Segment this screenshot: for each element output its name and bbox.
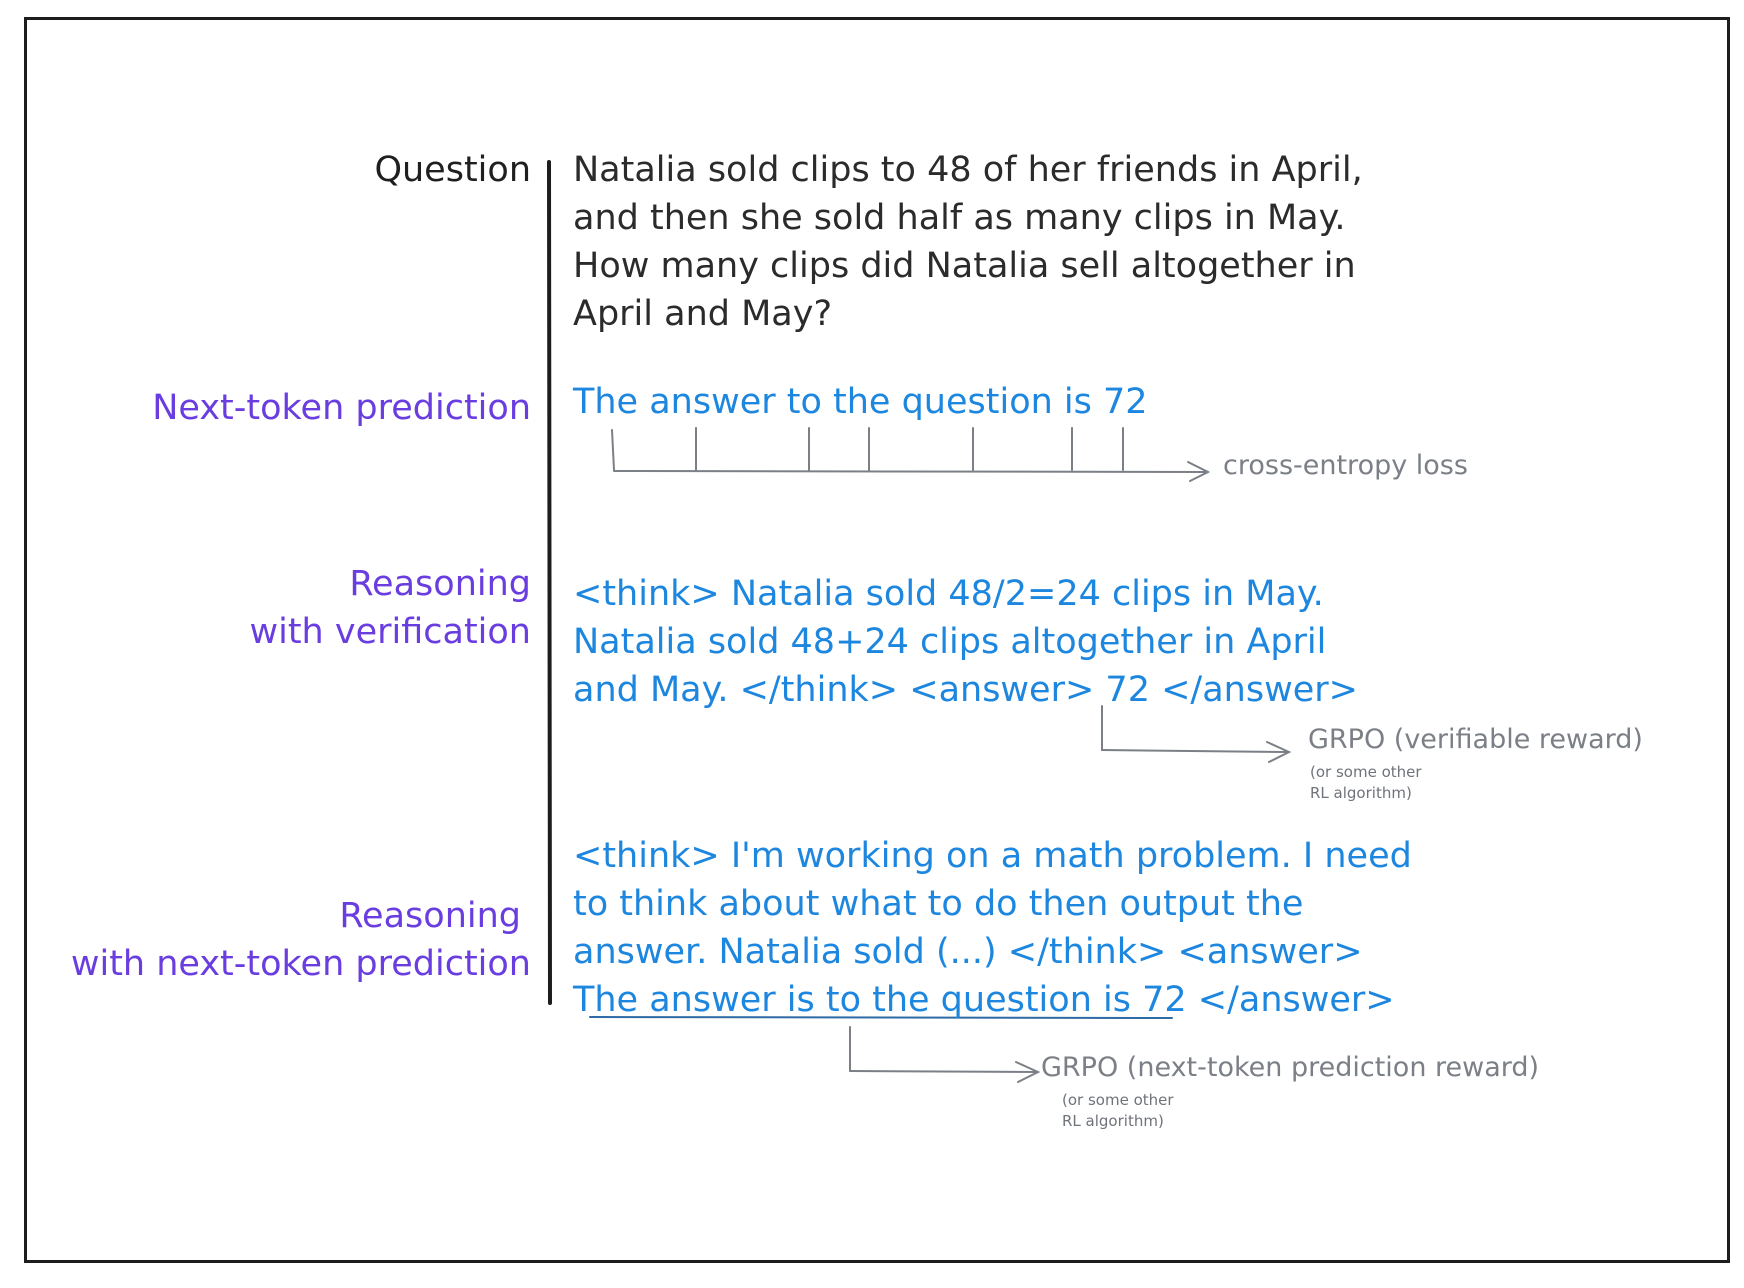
reasoning-line: to think about what to do then output the [573, 884, 1304, 924]
subnote-line: RL algorithm) [1062, 1112, 1164, 1130]
grpo-verifiable-subnote [1310, 762, 1422, 804]
vertical-divider [549, 162, 550, 1003]
reasoning-line: answer. Natalia sold (...) </think> <answer> [573, 932, 1363, 972]
question-line: Natalia sold clips to 48 of her friends in April, [573, 150, 1363, 190]
question-text [573, 146, 1363, 338]
token-bracket [612, 428, 1208, 481]
next-token-answer: The answer to the question is 72 [573, 382, 1148, 422]
question-line: How many clips did Natalia sell altogether in [573, 246, 1356, 286]
grpo-next-token-connector [850, 1027, 1038, 1082]
label-line: Reasoning [339, 896, 521, 936]
label-line: with next-token prediction [70, 944, 531, 984]
reasoning-line: <think> I'm working on a math problem. I need [573, 836, 1412, 876]
label-line: Reasoning [349, 564, 531, 604]
label-line: with verification [249, 612, 531, 652]
grpo-verifiable-note: GRPO (verifiable reward) [1308, 724, 1643, 755]
grpo-next-token-subnote [1062, 1090, 1174, 1132]
verification-line: <think> Natalia sold 48/2=24 clips in May. [573, 574, 1324, 614]
label-reasoning-verification [249, 560, 531, 656]
subnote-line: (or some other [1062, 1091, 1174, 1109]
subnote-line: (or some other [1310, 763, 1422, 781]
next-token-reasoning-text [573, 832, 1412, 1024]
label-reasoning-next-token [11, 892, 531, 988]
reasoning-line: The answer is to the question is 72 </answer> [573, 980, 1395, 1020]
question-line: April and May? [573, 294, 833, 334]
question-line: and then she sold half as many clips in May. [573, 198, 1346, 238]
verification-line: and May. </think> <answer> 72 </answer> [573, 670, 1358, 710]
cross-entropy-note: cross-entropy loss [1223, 450, 1468, 481]
label-question: Question [374, 150, 531, 190]
verification-text [573, 570, 1358, 714]
subnote-line: RL algorithm) [1310, 784, 1412, 802]
label-next-token-prediction: Next-token prediction [152, 388, 531, 428]
grpo-next-token-note: GRPO (next-token prediction reward) [1041, 1052, 1540, 1083]
grpo-verifiable-connector [1102, 706, 1289, 762]
verification-line: Natalia sold 48+24 clips altogether in April [573, 622, 1327, 662]
